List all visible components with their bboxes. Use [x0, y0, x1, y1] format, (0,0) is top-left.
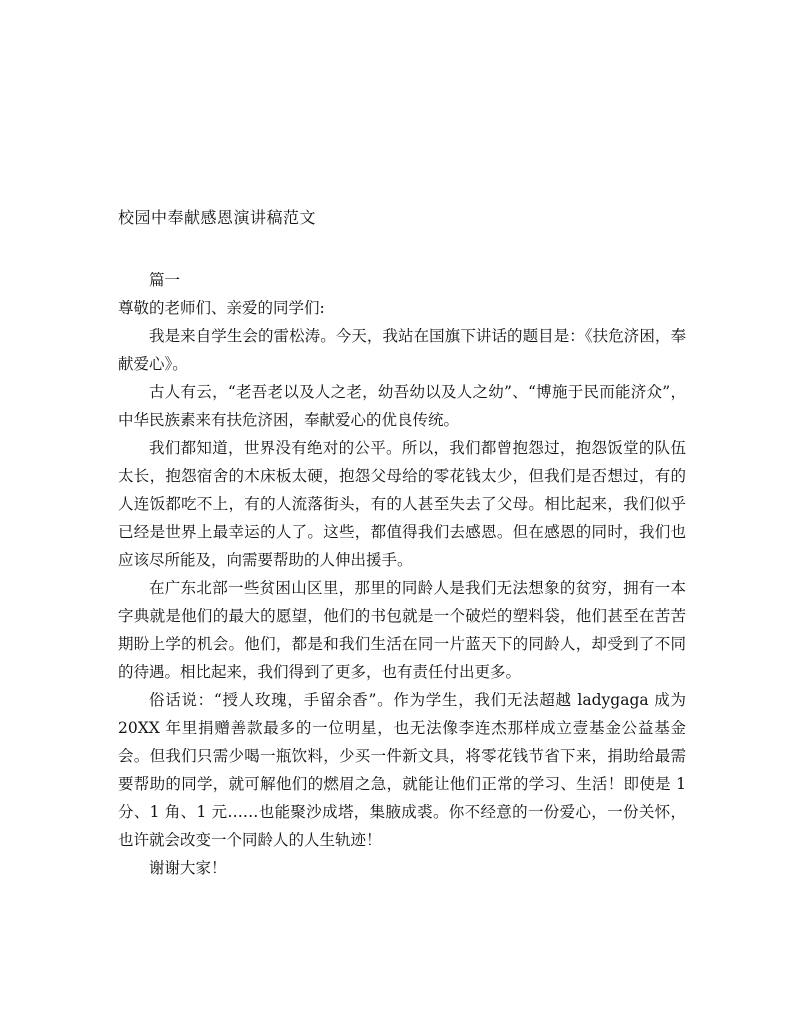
paragraph-2: 古人有云，“老吾老以及人之老，幼吾幼以及人之幼”、“博施于民而能济众”，中华民族素来有扶危济困，奉献爱心的优良传统。: [118, 383, 686, 429]
paragraph-5: 俗话说：“授人玫瑰，手留余香”。作为学生，我们无法超越 ladygaga 成为 20XX 年里捐赠善款最多的一位明星，也无法像李连杰那样成立壹基金公益基金会。但我们只需少喝一瓶饮料，少买一件新文具，将零花钱节省下来，捐助给最需要帮助的同学，就可解他们的燃眉之急，就能让他们正常的学习、生活！即使是 1 分、1 角、1 元……也能聚沙成塔，集腋成裘。你不经意的一份爱心，一份关怀，也许就会改变一个同龄人的人生轨迹！: [118, 691, 686, 849]
salutation: 尊敬的老师们、亲爱的同学们:: [118, 299, 325, 317]
paragraph-3: 我们都知道，世界没有绝对的公平。所以，我们都曾抱怨过，抱怨饭堂的队伍太长，抱怨宿舍的木床板太硬，抱怨父母给的零花钱太少，但我们是否想过，有的人连饭都吃不上，有的人流落街头，有的人甚至失去了父母。相比起来，我们似乎已经是世界上最幸运的人了。这些，都值得我们去感恩。但在感恩的同时，我们也应该尽所能及，向需要帮助的人伸出援手。: [118, 439, 686, 569]
document-title: 校园中奉献感恩演讲稿范文: [118, 208, 317, 227]
closing-line: 谢谢大家！: [149, 859, 227, 877]
paragraph-1: 我是来自学生会的雷松涛。今天，我站在国旗下讲话的题目是：《扶危济困，奉献爱心》。: [118, 327, 686, 373]
paragraph-4: 在广东北部一些贫困山区里，那里的同龄人是我们无法想象的贫穷，拥有一本字典就是他们的最大的愿望，他们的书包就是一个破烂的塑料袋，他们甚至在苦苦期盼上学的机会。他们，都是和我们生活在同一片蓝天下的同龄人，却受到了不同的待遇。相比起来，我们得到了更多，也有责任付出更多。: [118, 579, 686, 681]
document-body: [118, 266, 686, 882]
section-label: 篇一: [149, 271, 181, 289]
